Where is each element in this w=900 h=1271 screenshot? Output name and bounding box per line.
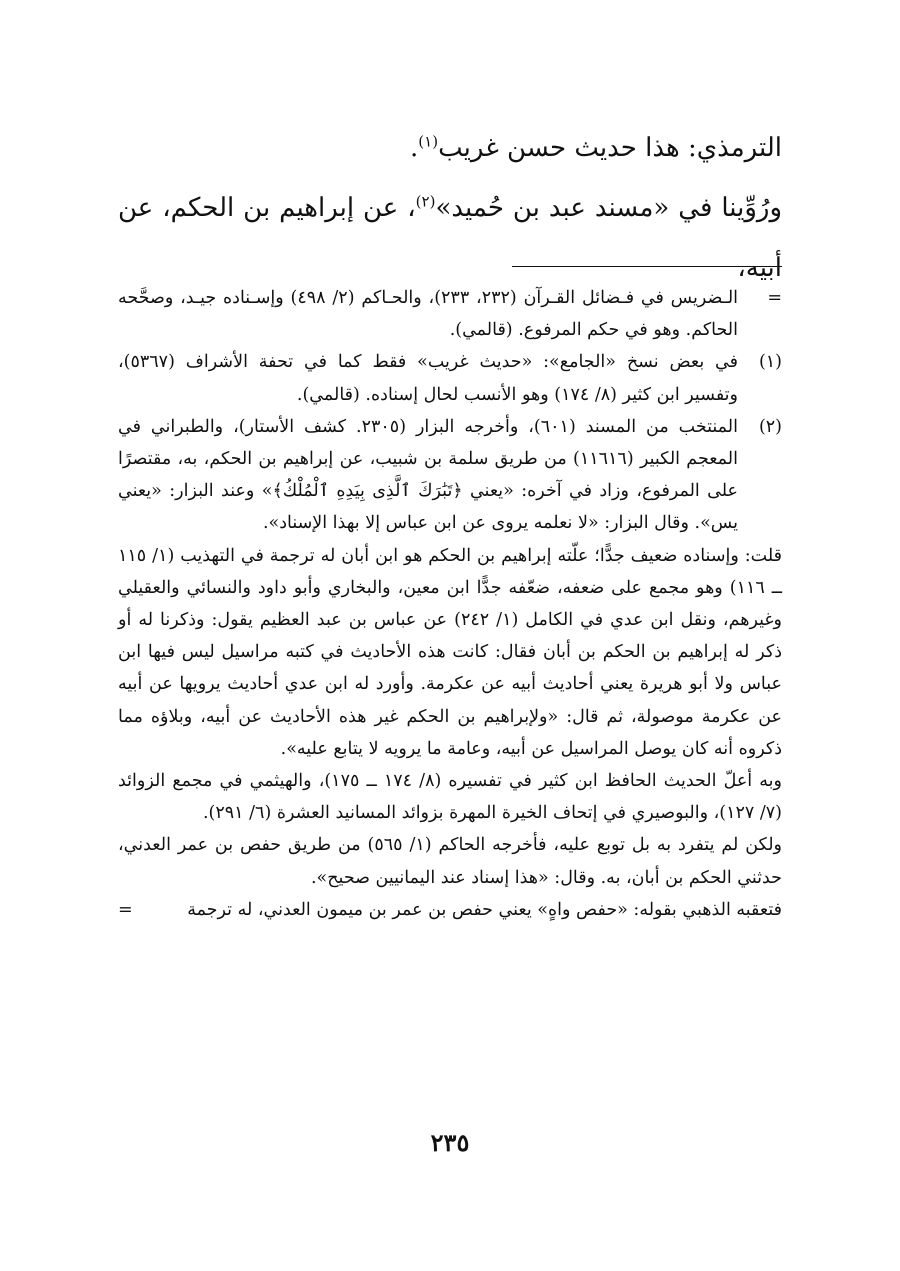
- main-line-2-end: ، عن إبراهيم بن الحكم، عن أبيه،: [118, 193, 782, 283]
- main-line-2-text: ورُوِّينا في «مسند عبد بن حُميد»: [435, 193, 783, 223]
- main-line-1-end: .: [410, 133, 419, 163]
- footnote-2-para-5: [118, 894, 782, 926]
- footnote-2-continued: [118, 540, 782, 926]
- footnote-2: [118, 411, 782, 540]
- footnotes-section: [118, 282, 782, 926]
- footnote-ref-2[interactable]: (٢): [415, 192, 436, 211]
- main-line-1-text: الترمذي: هذا حديث حسن غريب: [438, 133, 782, 163]
- footnote-1-text: في بعض نسخ «الجامع»: «حديث غريب» فقط كما في تحفة الأشراف (٥٣٦٧)، وتفسير ابن كثير (٨/ ١٧٤) وهو الأنسب لحال إسناده. (قالمي).: [118, 352, 738, 405]
- page-number: ٢٣٥: [430, 1128, 470, 1157]
- footnote-2-para-1: المنتخب من المسند (٦٠١)، وأخرجه البزار (٢٣٠٥. كشف الأستار)، والطبراني في المعجم الكبير (١١٦١٦) من طريق سلمة بن شبيب، عن إبراهيم بن الحكم، به، مقتصرًا على المرفوع، وزاد في آخره: «يعني ﴿تَبَٰرَكَ ٱلَّذِى بِيَدِهِ ٱلْمُلْكُ﴾» وعند البزار: «يعني يس». وقال البزار: «لا نعلمه يروى عن ابن عباس إلا بهذا الإسناد».: [118, 416, 738, 534]
- footnote-1: [118, 346, 782, 410]
- footnote-2-para-5-text: فتعقبه الذهبي بقوله: «حفص واهٍ» يعني حفص بن عمر بن ميمون العدني، له ترجمة: [187, 899, 782, 920]
- continuation-text: الـضريس في فـضائل القـرآن (٢٣٢، ٢٣٣)، والحـاكم (٢/ ٤٩٨) وإسـناده جيـد، وصحَّحه الحاكم. وهو في حكم المرفوع. (قالمي).: [118, 288, 739, 341]
- footnote-2-marker: (٢): [758, 416, 782, 437]
- footnote-separator: [512, 266, 782, 267]
- continuation-mark: =: [118, 899, 133, 920]
- main-line-1: [118, 118, 782, 178]
- book-page: [118, 118, 782, 1218]
- continuation-marker: =: [767, 288, 782, 308]
- main-text: [118, 118, 782, 298]
- main-line-2: [118, 178, 782, 298]
- footnote-2-para-2: قلت: وإسناده ضعيف جدًّا؛ علّته إبراهيم بن الحكم هو ابن أبان له ترجمة في التهذيب (١/ ١١٥ ــ ١١٦) وهو مجمع على ضعفه، ضعّفه جدًّا ابن معين، والبخاري وأبو داود والنسائي والعقيلي وغيرهم، ونقل ابن عدي في الكامل (١/ ٢٤٢) عن عباس بن عبد العظيم يقول: وذكرنا له أو ذكر له إبراهيم بن الحكم بن أبان فقال: كانت هذه الأحاديث في كتبه مراسيل ليس فيها ابن عباس ولا أبو هريرة يعني أحاديث أبيه عن عكرمة. وأورد له ابن عدي أحاديث يرويها عن أبيه عن عكرمة موصولة، ثم قال: «ولإبراهيم بن الحكم غير هذه الأحاديث عن أبيه، وبلاؤه مما ذكروه أنه كان يوصل المراسيل عن أبيه، وعامة ما يرويه لا يتابع عليه».: [118, 545, 782, 759]
- footnote-1-marker: (١): [758, 352, 782, 373]
- footnote-ref-1[interactable]: (١): [418, 132, 439, 151]
- footnote-continuation: [118, 282, 782, 346]
- footnote-2-body: [118, 411, 738, 540]
- footnote-2-para-4: ولكن لم يتفرد به بل توبع عليه، فأخرجه الحاكم (١/ ٥٦٥) من طريق حفص بن عمر العدني، حدثني الحكم بن أبان، به. وقال: «هذا إسناد عند اليمانيين صحيح».: [118, 835, 782, 888]
- footnote-2-para-3: وبه أعلّ الحديث الحافظ ابن كثير في تفسيره (٨/ ١٧٤ ــ ١٧٥)، والهيثمي في مجمع الزوائد (٧/ ١٢٧)، والبوصيري في إتحاف الخيرة المهرة بزوائد المسانيد العشرة (٦/ ٢٩١).: [118, 771, 782, 824]
